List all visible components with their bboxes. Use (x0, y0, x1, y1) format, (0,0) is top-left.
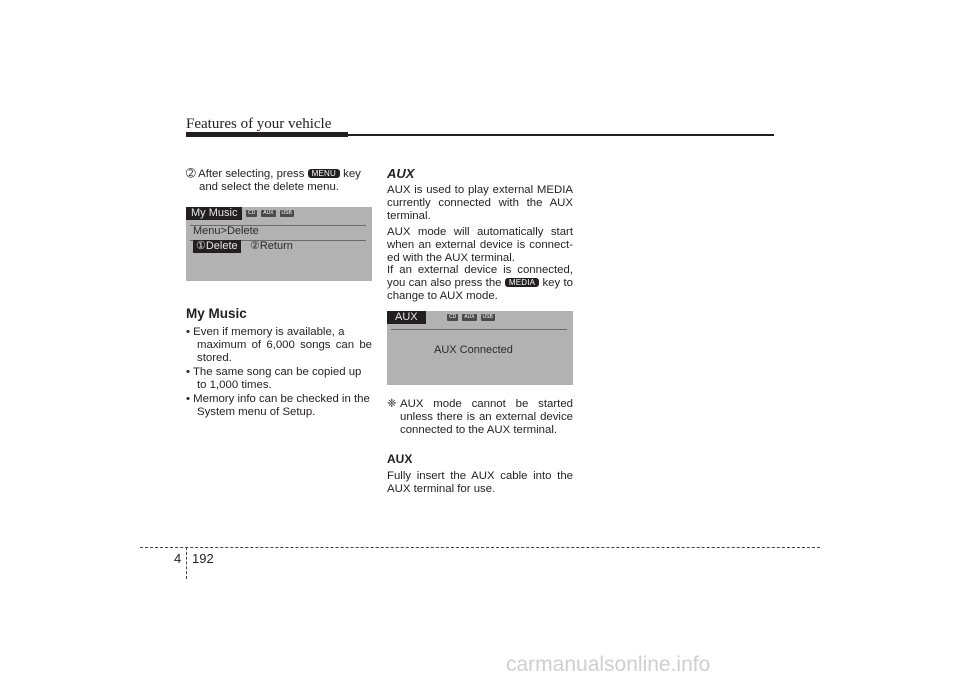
usb-source-icon: USB (281, 210, 292, 216)
step-2-line-2: and select the delete menu. (199, 181, 339, 193)
aux-paragraph-2: AUX mode will automatically start when an external device is connect- ed with the AUX terminal. (387, 226, 573, 264)
aux-connected-screen (387, 311, 573, 385)
screen1-source-icons (246, 210, 294, 217)
aux-p3-after: key to change to AUX mode. (387, 277, 574, 302)
step-2-text-after: key (343, 168, 361, 180)
page-number: 192 (192, 551, 214, 566)
aux-source-icon: AUX (263, 210, 274, 216)
cd-source-icon: CD (449, 314, 457, 320)
bullet-3-line-1: • Memory info can be checked in the (186, 393, 370, 405)
footer-rule (140, 547, 820, 548)
aux-paragraph-3 (387, 264, 573, 303)
watermark-text: carmanualsonline.info (506, 653, 711, 676)
usb-source-icon: USB (482, 314, 493, 320)
delete-option-highlighted: ①Delete (193, 240, 241, 253)
note-text: AUX mode cannot be started unless there is an external device connected to the AUX terminal. (400, 398, 573, 436)
screen2-top-line (391, 329, 567, 330)
note-marker: ❈ (387, 398, 397, 410)
menu-key-badge: MENU (308, 169, 340, 178)
footer-divider (186, 547, 187, 579)
screen2-title: AUX (387, 311, 426, 324)
aux-p3-before: If an external device is connected, you can also press the (387, 264, 573, 289)
aux-paragraph-1: AUX is used to play external MEDIA currently connected with the AUX terminal. (387, 184, 573, 222)
page-header-title: Features of your vehicle (186, 116, 332, 132)
cd-source-icon: CD (248, 210, 256, 216)
screen1-title: My Music (186, 207, 242, 220)
step-2-line-1 (186, 168, 372, 181)
header-rule-accent (186, 132, 348, 137)
screen2-source-icons (447, 314, 495, 321)
my-music-heading: My Music (186, 306, 247, 321)
bullet-2-line-1: • The same song can be copied up (186, 366, 362, 378)
delete-menu-screen (186, 207, 372, 281)
step-2-marker: ➁ (186, 168, 196, 180)
bullet-1-line-1: • Even if memory is available, a (186, 326, 345, 338)
bullet-2-rest: to 1,000 times. (197, 379, 272, 391)
aux-connection-text: Fully insert the AUX cable into the AUX terminal for use. (387, 470, 573, 495)
chapter-number: 4 (174, 551, 182, 566)
aux-connection-heading: AUX (387, 452, 413, 466)
aux-connected-message: AUX Connected (434, 344, 513, 356)
bullet-3-rest: System menu of Setup. (197, 406, 316, 418)
aux-heading: AUX (387, 166, 415, 181)
media-key-badge: MEDIA (505, 278, 539, 287)
bullet-1-rest: maximum of 6,000 songs can be stored. (197, 339, 372, 364)
aux-source-icon: AUX (464, 314, 475, 320)
return-option: ②Return (250, 240, 293, 252)
screen1-menu-path: Menu>Delete (193, 225, 259, 237)
step-2-text-before: After selecting, press (198, 168, 305, 180)
